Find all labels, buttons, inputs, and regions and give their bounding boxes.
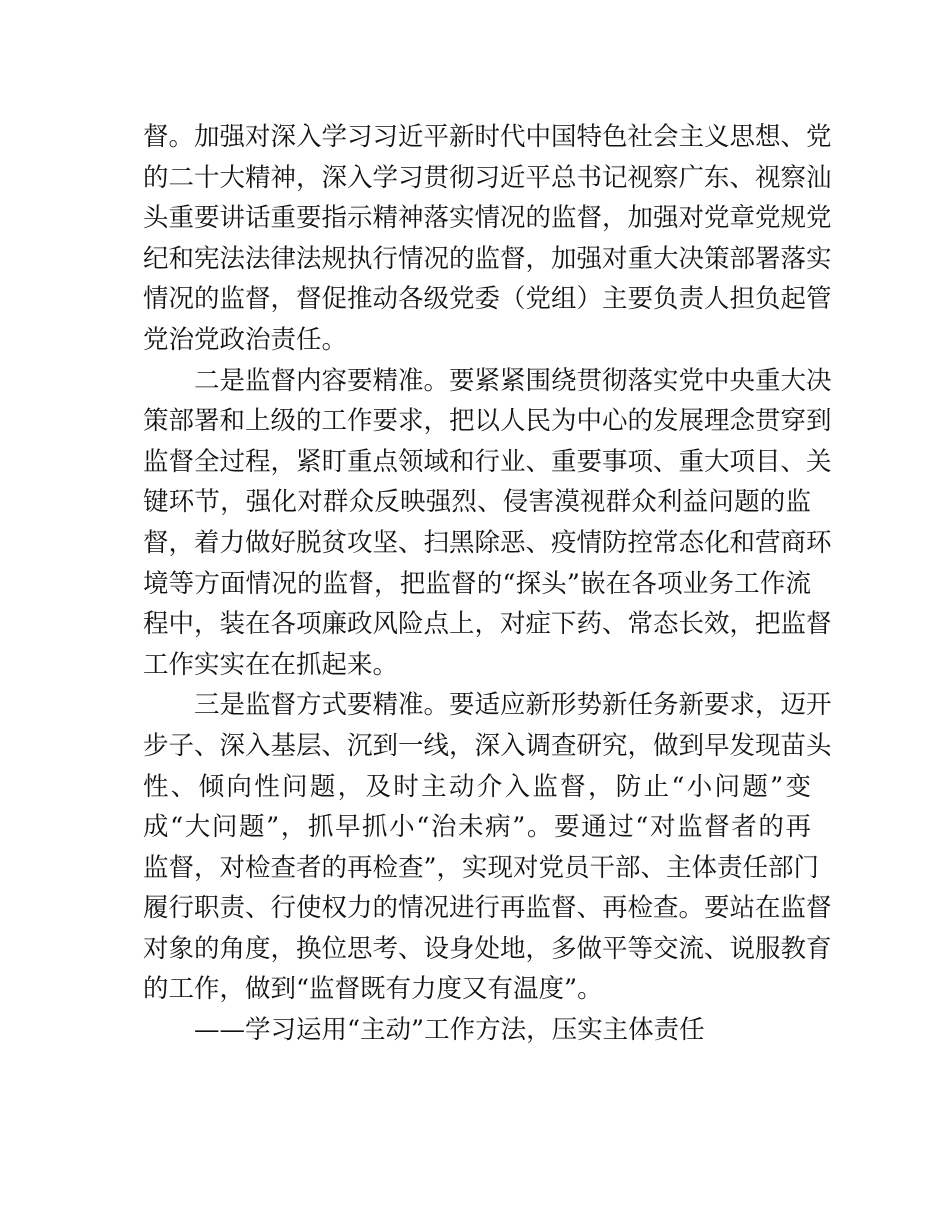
- text-line: 纪和宪法法律法规执行情况的监督，加强对重大决策部署落实: [143, 243, 832, 274]
- text-line: 监督，对检查者的再检查”，实现对党员干部、主体责任部门: [143, 852, 820, 883]
- text-line: 性、倾向性问题，及时主动介入监督，防止“小问题”变: [143, 771, 811, 802]
- text-line: 策部署和上级的工作要求，把以人民为中心的发展理念贯穿到: [143, 406, 832, 437]
- text-line: 对象的角度，换位思考、设身处地，多做平等交流、说服教育: [143, 933, 832, 964]
- text-line: 情况的监督，督促推动各级党委（党组）主要负责人担负起管: [143, 284, 832, 315]
- text-line: 头重要讲话重要指示精神落实情况的监督，加强对党章党规党: [143, 203, 832, 234]
- text-line: 程中，装在各项廉政风险点上，对症下药、常态长效，把监督: [143, 609, 832, 640]
- text-line: 党治党政治责任。: [143, 324, 348, 355]
- text-line: 履行职责、行使权力的情况进行再监督、再检查。要站在监督: [143, 893, 832, 924]
- text-line: 督，着力做好脱贫攻坚、扫黑除恶、疫情防控常态化和营商环: [143, 527, 832, 558]
- text-line: 监督全过程，紧盯重点领域和行业、重要事项、重大项目、关: [143, 446, 832, 477]
- text-line: 成“大问题”，抓早抓小“治未病”。要通过“对监督者的再: [143, 812, 811, 843]
- text-line: 的二十大精神，深入学习贯彻习近平总书记视察广东、视察汕: [143, 162, 832, 193]
- paragraph-first-line: 三是监督方式要精准。要适应新形势新任务新要求，迈开: [194, 690, 832, 721]
- text-line: 的工作，做到“监督既有力度又有温度”。: [143, 974, 603, 1005]
- section-heading: ——学习运用“主动”工作方法，压实主体责任: [194, 1015, 705, 1046]
- text-line: 工作实实在在抓起来。: [143, 649, 399, 680]
- text-line: 键环节，强化对群众反映强烈、侵害漠视群众利益问题的监: [143, 487, 811, 518]
- text-line: 步子、深入基层、沉到一线，深入调查研究，做到早发现苗头: [143, 730, 832, 761]
- paragraph-first-line: 二是监督内容要精准。要紧紧围绕贯彻落实党中央重大决: [194, 365, 832, 396]
- document-body: [143, 117, 832, 1051]
- text-line: 境等方面情况的监督，把监督的“探头”嵌在各项业务工作流: [143, 568, 811, 599]
- text-line: 督。加强对深入学习习近平新时代中国特色社会主义思想、党: [143, 122, 832, 152]
